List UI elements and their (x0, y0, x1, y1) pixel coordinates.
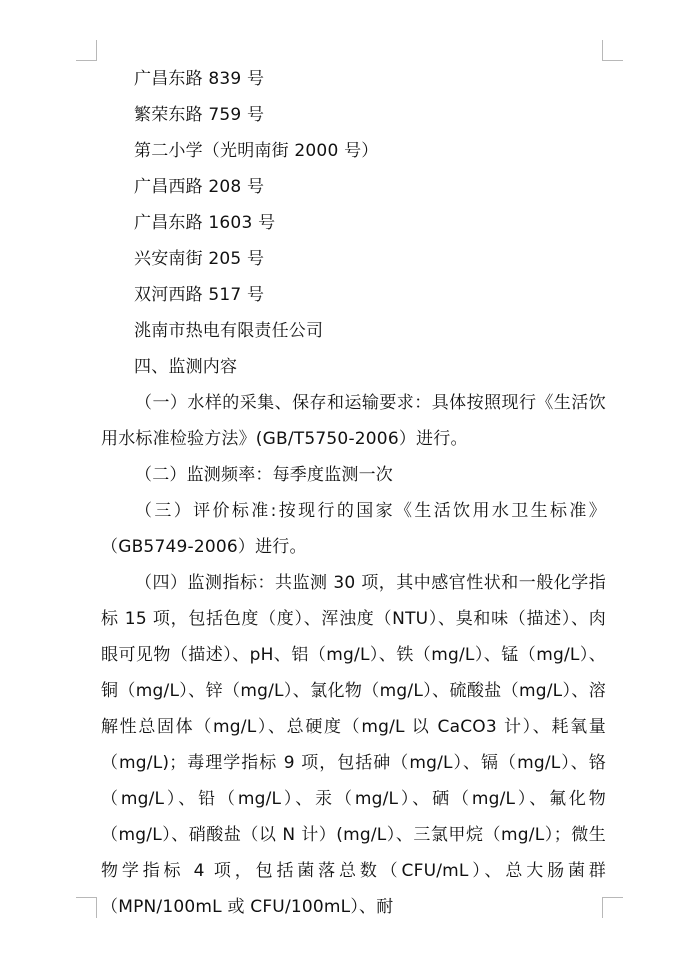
corner-mark-bottom-left (76, 897, 97, 918)
section-heading: 四、监测内容 (134, 357, 238, 377)
address-line: 广昌西路 208 号 (134, 177, 265, 197)
corner-mark-top-left (76, 40, 97, 61)
paragraph-frequency: （二）监测频率：每季度监测一次 (135, 465, 393, 485)
paragraph-standard: （三）评价标准:按现行的国家《生活饮用水卫生标准》（GB5749-2006）进行。 (101, 501, 606, 557)
address-line: 广昌东路 1603 号 (134, 213, 276, 233)
paragraph-indicators: （四）监测指标：共监测 30 项，其中感官性状和一般化学指标 15 项，包括色度（度）、浑浊度（NTU）、臭和味（描述）、肉眼可见物（描述）、pH、铝（mg/L）、铁（mg/L）、锰（mg/L）、铜（mg/L）、锌（mg/L）、氯化物（mg/L）、硫酸盐（mg/L）、溶解性总固体（mg/L）、总硬度（mg/L 以 CaCO3 计）、耗氧量（mg/L)；毒理学指标 9 项，包括砷（mg/L）、镉（mg/L）、铬（mg/L）、铅（mg/L）、汞（mg/L）、硒（mg/L）、氟化物（mg/L）、硝酸盐（以 N 计）(mg/L）、三氯甲烷（mg/L）；微生物学指标 4 项，包括菌落总数（CFU/mL）、总大肠菌群（MPN/100mL 或 CFU/100mL）、耐 (101, 573, 606, 917)
address-line: 广昌东路 839 号 (134, 69, 265, 89)
paragraph-sampling: （一）水样的采集、保存和运输要求：具体按照现行《生活饮用水标准检验方法》(GB/T5750-2006）进行。 (101, 393, 606, 449)
address-line: 繁荣东路 759 号 (134, 105, 265, 125)
address-line: 第二小学（光明南街 2000 号） (134, 141, 379, 161)
corner-mark-top-right (602, 40, 623, 61)
company-name-line: 洮南市热电有限责任公司 (134, 321, 324, 341)
address-line: 双河西路 517 号 (134, 285, 265, 305)
address-line: 兴安南街 205 号 (134, 249, 265, 269)
